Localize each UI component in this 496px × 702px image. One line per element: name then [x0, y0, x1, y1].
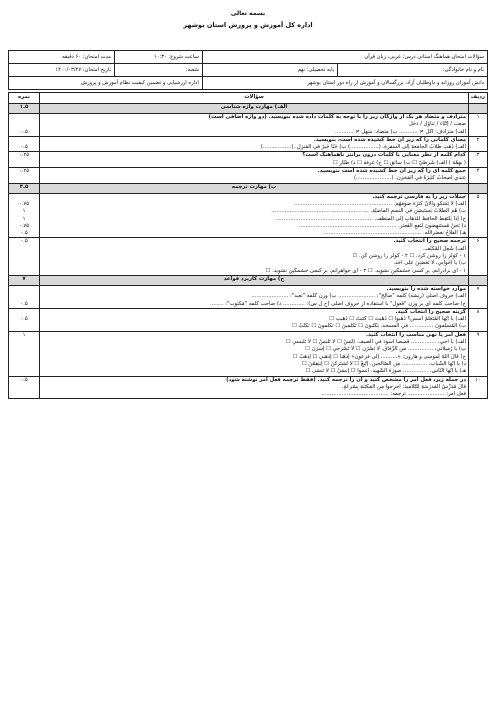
score-value — [11, 368, 37, 375]
question-line: الف) حروف اصلی (ریشه) کلمه "صالِح": ...................... ب) وزن کلمه "بَعيد": ...................... — [251, 293, 466, 300]
score-value — [11, 268, 37, 275]
header-questions: سؤالات — [40, 93, 469, 104]
question-line: ۱ - کولر را روشن کرد. ☐ ۲ - کولر را روشن کن. ☐ — [352, 253, 466, 260]
question-instruction: مترادف و متضاد هر یک از واژگان زیر را با توجه به کلمات داده شده بنویسید. (دو واژه اضافی است) — [208, 114, 466, 120]
question-instruction: موارد خواسته شده را بنویسید. — [386, 285, 466, 292]
score-value — [11, 253, 37, 260]
score-value — [11, 309, 37, 316]
question-number: ۶ — [469, 238, 488, 275]
question-text — [40, 238, 469, 275]
question-instruction: جملات زیر را به فارسی ترجمه کنید. — [372, 193, 466, 200]
section-title: ب) مهارت ترجمه — [40, 183, 469, 193]
score-value: ۱ — [22, 215, 26, 222]
score-value: ۰.۲۵ — [18, 168, 30, 175]
question-score — [9, 136, 40, 152]
question-score — [9, 152, 40, 168]
score-value — [11, 339, 37, 346]
question-line: ج) إذا يَلْتَقِطُ الحافِظُ للذهابِ إلى الْمنظف. .......................................................... — [275, 215, 466, 222]
question-row — [9, 285, 488, 308]
question-line: الف) يا أخي، ............... قَميصاً أسودَ في الصيف. إلبَسْ ☐ لا تَلبَسْ ☐ لا تَلبسي ☐ — [285, 339, 466, 346]
score-value — [11, 384, 37, 391]
info-student-name: نام و نام خانوادگی: — [338, 64, 488, 77]
section-radif-cell — [469, 104, 488, 114]
info-department: اداره ارزشیابی و تضمین کیفیت نظام آموزش و پرورش — [9, 77, 203, 90]
score-value — [11, 361, 37, 368]
question-score — [9, 238, 40, 275]
info-course: سؤالات امتحان هماهنگ استانی درس: عربی، زبان قرآن — [202, 51, 487, 64]
header-radif: ردیف — [469, 93, 488, 104]
question-line: ب) هُم الطلابُ يَستَبشِنِ في النسمِ الماضيّةِ. .......................................................... — [271, 208, 466, 215]
question-line: الف) لا تَشكُو والأنُ کَثرَةَ ضومَهُم. .......................................................... — [294, 200, 466, 207]
question-line: ب) يا أخَوانِي، لا تَغضَبِنَ على أحَد. — [393, 260, 466, 267]
question-instruction: گزینه صحیح را انتخاب کنید. — [395, 308, 466, 315]
question-line: الف) ذَهَبَ طُلّابُ الجامعةِ إلى السفرةِ. (.................) ب) خَبَّأَ خَيرٌ في الْمَنزِلِ. (.................) — [260, 144, 466, 151]
score-value — [11, 293, 37, 300]
question-instruction: در جمله زیر، فعل امر را مشخص کنید و آن را ترجمه کنید. (فقط ترجمه فعل امر نوشته شود) — [226, 376, 466, 383]
question-line: ( بهمَّة ) الف) شَرطيّ ☐ ب) سائق ☐ ج) غرفة ☐ د) طَيّار ☐ — [332, 159, 466, 166]
score-value — [11, 175, 37, 182]
question-number: ۴ — [469, 168, 488, 184]
section-header — [9, 183, 488, 193]
section-title: ج) مهارت کاربرد قواعد — [40, 275, 469, 285]
question-text — [40, 376, 469, 399]
question-number: ۵ — [469, 193, 488, 238]
question-text — [40, 168, 469, 184]
question-line: ب) المُسلِمونَ .............. في المسجد. يَكتُبونَ ☐ تَكلَّمينَ ☐ تكلَّمونَ ☐ تكتُبُ ☐ — [292, 323, 466, 330]
question-instruction: جمع کلمه ای را که زیر آن خط کشیده شده است بنویسید. — [317, 168, 466, 175]
info-audience: دانش آموزان روزانه و داوطلبان آزاد، بزرگسالان و آموزش از راه دور استان بوشهر — [202, 77, 487, 90]
score-value: ۰.۵ — [20, 144, 28, 151]
score-value: ۰.۷۵ — [18, 200, 30, 207]
question-line: هـ) يا أيُّها النّاس، ............... صورَةَ الشّهيد. أنسوا ☐ إنسَيْ ☐ لا تَنسَى ☐ — [305, 368, 466, 375]
exam-info-table — [8, 50, 488, 90]
question-row — [9, 331, 488, 376]
score-value: ۰.۵ — [20, 238, 28, 245]
question-text — [40, 136, 469, 152]
question-score — [9, 376, 40, 399]
organization-title: اداره کل آموزش و پرورش استان بوشهر — [183, 21, 313, 29]
question-line: هـ) الفلاحُ نعصَرالله. .......................................................... — [323, 230, 466, 237]
question-line: ج) صاحب کلمه ای بر وزن "فَعول" با استفاده از حروف اصلی (ح ل س): ............. د) صاحب کلمه "مَكتوب": ........ — [210, 300, 466, 307]
question-line: الف) يا أيُّها المُتَعَلِّمُ أَسس؟ ذَهَبوا ☐ ذَهَبتَ ☐ كَتَبتُ ☐ ذَهَبتِ ☐ — [329, 316, 466, 323]
score-value — [11, 137, 37, 144]
score-value — [11, 160, 37, 167]
question-number: ۱ — [469, 114, 488, 137]
score-value: ۰.۷۵ — [18, 222, 30, 229]
score-value: ۰.۵ — [20, 128, 28, 135]
question-line: د) يا أيُّها الشّباب، ............... مِن الصّالحين. إتَّبِعْ ☐ لا تُشتَركْنَ ☐ إنتِقِمْنَ ☐ — [301, 360, 466, 367]
question-number: ۱۰ — [469, 376, 488, 399]
question-row — [9, 308, 488, 331]
question-number: ۲ — [469, 136, 488, 152]
section-score: ۷ — [9, 275, 40, 285]
question-row — [9, 168, 488, 184]
question-number: ۸ — [469, 308, 488, 331]
question-line: عِندي أَصحابٌ كَثيرَةٌ في الْمَخزن. (.....................) — [353, 175, 466, 182]
question-line: د) نَحنُ مُستَنهِضونَ لِنَفع القَعنَر. .......................................................... — [298, 222, 466, 229]
question-text — [40, 114, 469, 137]
question-instruction: فعل امر یا نهی مناسب را انتخاب کنید. — [366, 331, 466, 338]
header-score: نمره — [9, 93, 40, 104]
questions-table — [8, 92, 488, 399]
section-score: ۴.۵ — [9, 183, 40, 193]
section-header — [9, 104, 488, 114]
question-text — [40, 308, 469, 331]
score-value — [11, 391, 37, 398]
score-value: ۰.۵ — [20, 230, 28, 237]
question-line: ج) قالَ اللهُ لِموسى و هارون: «.......... إلى فرعون» إذهَبا ☐ إذهَبي ☐ إذهَبْ ☐ — [292, 353, 466, 360]
question-row — [9, 136, 488, 152]
question-line: ۱ - ای برادرانم، بر کسی خشمگین نشوید. ☐ ۲ - ای خواهرانم، بر کسی خشمگین نشوید. ☐ — [265, 267, 466, 274]
question-row — [9, 193, 488, 238]
question-line: الف) شُغِلَ المُكَيِّف. — [423, 245, 466, 252]
question-text — [40, 152, 469, 168]
info-grade: پایه تحصیلی: نهم — [202, 64, 337, 77]
section-header — [9, 275, 488, 285]
score-value — [11, 323, 37, 330]
question-text — [40, 285, 469, 308]
question-instruction: معنای کلماتی را که زیر آن خط کشیده شده است، بنویسید. — [313, 136, 466, 143]
score-value: ۰.۵ — [20, 300, 28, 307]
question-score — [9, 285, 40, 308]
score-value — [11, 346, 37, 353]
question-line: ضعب / إتّبّاء / تناوُل / دَخَل — [408, 121, 466, 128]
info-duration: مدت امتحان: ۶۰ دقیقه — [9, 51, 115, 64]
score-value — [11, 114, 37, 121]
score-value: ۰.۵ — [20, 376, 28, 383]
score-value: ۰.۵ — [20, 316, 28, 323]
question-line: ب) يا زَميلاتي، ............... من الرِّفاق. لا تَسْرُن ☐ لا تَسْرَحي ☐ إسرَنَ ☐ — [305, 346, 466, 353]
score-value: ۱ — [22, 208, 26, 215]
info-class: شعبه: — [115, 64, 203, 77]
section-title: الف) مهارت واژه شناسی — [40, 104, 469, 114]
question-text — [40, 331, 469, 376]
question-number: ۷ — [469, 285, 488, 308]
score-value — [11, 121, 37, 128]
exam-page — [8, 6, 488, 696]
score-value: ۱ — [22, 331, 26, 338]
question-instruction: ترجمه صحیح را انتخاب کنید. — [393, 238, 466, 245]
question-line: الف) مترادف: أَكَل ≠ ........... ب) متضاد: سَهل ≠ ........... — [335, 128, 466, 135]
question-number: ۹ — [469, 331, 488, 376]
question-line: قالَ مُدَرِّسُ الْمَدرَسَةِ لِلتَّلاميذ: أَخرِجوا مِن الْمَكتَبَةِ بِسُرعَةٍ. — [341, 383, 466, 390]
score-value — [11, 194, 37, 201]
exam-header — [8, 10, 488, 29]
question-row — [9, 114, 488, 137]
score-value — [11, 260, 37, 267]
question-row — [9, 152, 488, 168]
question-score — [9, 114, 40, 137]
score-value — [11, 286, 37, 293]
bismillah: بسمه تعالی — [230, 10, 266, 17]
score-value: ۰.۲۵ — [18, 152, 30, 159]
question-score — [9, 308, 40, 331]
section-score: ۱.۵ — [9, 104, 40, 114]
question-row — [9, 238, 488, 275]
question-score — [9, 331, 40, 376]
info-start-time: ساعت شروع: ۱۰:۳۰ — [115, 51, 203, 64]
info-exam-date: تاریخ امتحان: ۱۴۰۰/۰۳/۲۷ — [9, 64, 115, 77]
question-score — [9, 193, 40, 238]
score-value — [11, 354, 37, 361]
section-radif-cell — [469, 183, 488, 193]
score-value — [11, 246, 37, 253]
question-line: فعل امر: ...................... ترجمه: ........................................ — [321, 391, 466, 398]
question-text — [40, 193, 469, 238]
question-number: ۳ — [469, 152, 488, 168]
question-score — [9, 168, 40, 184]
question-row — [9, 376, 488, 399]
question-instruction: کدام کلمه از نظر معنایی با کلمات درون برانتز ناهماهنگ است؟ — [302, 152, 466, 159]
section-radif-cell — [469, 275, 488, 285]
